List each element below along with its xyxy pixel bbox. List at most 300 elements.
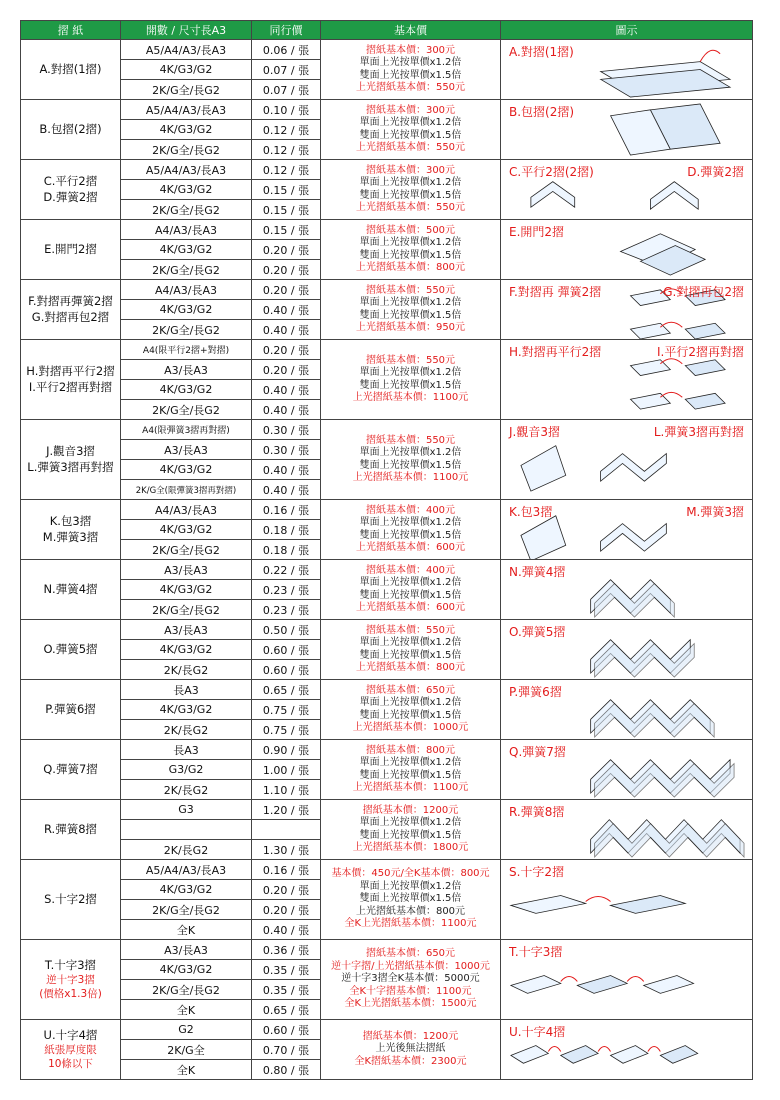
- base-price-line: 雙面上光按單價x1.5倍: [359, 829, 462, 841]
- unit-price-cell: 0.35 / 張: [252, 960, 321, 980]
- diagram-labels: [501, 1020, 752, 1040]
- base-price-cell: [321, 740, 501, 800]
- size-cell: 2K/G全(限彈簧3摺再對摺): [121, 480, 252, 500]
- base-price-line: 全K上光摺紙基本價：1500元: [344, 998, 477, 1010]
- unit-price-cell: 1.10 / 張: [252, 780, 321, 800]
- base-price-cell: [321, 680, 501, 740]
- base-price-cell: [321, 420, 501, 500]
- base-price-line: 摺紙基本價：650元: [365, 948, 456, 960]
- unit-price-cell: 0.10 / 張: [252, 100, 321, 120]
- size-cell: [121, 820, 252, 840]
- table-row: [21, 680, 753, 700]
- base-price-line: 單面上光按單價x1.2倍: [359, 297, 462, 308]
- base-price-cell: [321, 860, 501, 940]
- size-cell: A4/A3/長A3: [121, 220, 252, 240]
- base-price-line: 雙面上光按單價x1.5倍: [359, 589, 462, 601]
- base-price-line: 摺紙基本價：550元: [365, 434, 456, 446]
- base-price-line: 上光摺紙基本價：550元: [355, 82, 466, 93]
- fold-illustration-shape: [521, 446, 566, 491]
- size-cell: 2K/G全/長G2: [121, 900, 252, 920]
- unit-price-cell: 0.40 / 張: [252, 300, 321, 320]
- fold-illustration-shape: [644, 976, 694, 994]
- base-price-line: 上光摺紙基本價：800元: [355, 662, 466, 673]
- fold-illustration-shape: [611, 1046, 648, 1064]
- fold-type-note: 逆十字3摺: [46, 974, 95, 987]
- diagram-cell: [501, 680, 753, 740]
- size-cell: 4K/G3/G2: [121, 460, 252, 480]
- unit-price-cell: 0.07 / 張: [252, 60, 321, 80]
- base-price-line: 單面上光按單價x1.2倍: [359, 880, 462, 892]
- diagram-label: I.平行2摺再對摺: [657, 345, 744, 359]
- size-cell: A4/A3/長A3: [121, 280, 252, 300]
- size-cell: A3/長A3: [121, 940, 252, 960]
- fold-type-cell: [21, 860, 121, 940]
- unit-price-cell: 0.36 / 張: [252, 940, 321, 960]
- unit-price-cell: 0.75 / 張: [252, 700, 321, 720]
- unit-price-cell: 0.20 / 張: [252, 260, 321, 280]
- base-price-cell: [321, 340, 501, 420]
- base-price-line: 摺紙基本價：400元: [365, 564, 456, 576]
- diagram-label: H.對摺再平行2摺: [509, 345, 602, 359]
- size-cell: 4K/G3/G2: [121, 700, 252, 720]
- base-price-line: 摺紙基本價：550元: [365, 354, 456, 366]
- fold-illustration-shape: [511, 976, 561, 994]
- diagram-cell: [501, 160, 753, 220]
- unit-price-cell: 0.06 / 張: [252, 40, 321, 60]
- fold-type-cell: [21, 280, 121, 340]
- base-price-line: 基本價：450元/全K基本價：800元: [331, 868, 490, 880]
- size-cell: 4K/G3/G2: [121, 120, 252, 140]
- unit-price-cell: 0.40 / 張: [252, 320, 321, 340]
- base-price-line: 上光摺紙基本價：800元: [355, 905, 466, 917]
- diagram-labels: [501, 40, 752, 60]
- fold-illustration-shape: [630, 393, 670, 409]
- fold-arrow-icon: [627, 977, 644, 982]
- size-cell: A5/A4/A3/長A3: [121, 160, 252, 180]
- diagram-label: O.彈簧5摺: [509, 625, 566, 639]
- base-price-cell: [321, 1020, 501, 1080]
- base-price-line: 雙面上光按單價x1.5倍: [359, 189, 462, 201]
- fold-type-name: A.對摺(1摺): [39, 61, 102, 76]
- base-price-line: 雙面上光按單價x1.5倍: [359, 129, 462, 141]
- size-cell: 2K/G全/長G2: [121, 80, 252, 100]
- fold-type-name: C.平行2摺: [43, 173, 98, 188]
- size-cell: 長A3: [121, 680, 252, 700]
- unit-price-cell: 0.40 / 張: [252, 400, 321, 420]
- fold-type-name: M.彈簧3摺: [42, 529, 99, 544]
- fold-type-cell: [21, 940, 121, 1020]
- fold-type-cell: [21, 560, 121, 620]
- unit-price-cell: 0.40 / 張: [252, 380, 321, 400]
- unit-price-cell: 0.40 / 張: [252, 480, 321, 500]
- base-price-line: 雙面上光按單價x1.5倍: [359, 769, 462, 781]
- table-row: [21, 280, 753, 300]
- table-row: [21, 340, 753, 360]
- size-cell: 4K/G3/G2: [121, 60, 252, 80]
- size-cell: 4K/G3/G2: [121, 880, 252, 900]
- base-price-line: 單面上光按單價x1.2倍: [359, 57, 462, 68]
- diagram-cell: [501, 800, 753, 860]
- unit-price-cell: 0.18 / 張: [252, 520, 321, 540]
- unit-price-cell: 0.80 / 張: [252, 1060, 321, 1080]
- fold-type-name: K.包3摺: [49, 513, 92, 528]
- base-price-line: 雙面上光按單價x1.5倍: [359, 529, 462, 541]
- fold-arrow-icon: [548, 1047, 560, 1052]
- fold-illustration-shape: [561, 1046, 598, 1064]
- fold-type-name: B.包摺(2摺): [39, 121, 102, 136]
- diagram-labels: [501, 220, 752, 240]
- size-cell: 2K/長G2: [121, 840, 252, 860]
- base-price-line: 上光摺紙基本價：950元: [355, 322, 466, 333]
- unit-price-cell: 0.20 / 張: [252, 280, 321, 300]
- base-price-line: 上光摺紙基本價：600元: [355, 602, 466, 613]
- size-cell: 全K: [121, 920, 252, 940]
- size-cell: 4K/G3/G2: [121, 580, 252, 600]
- size-cell: 全K: [121, 1060, 252, 1080]
- base-price-line: 雙面上光按單價x1.5倍: [359, 459, 462, 471]
- diagram-cell: [501, 500, 753, 560]
- table-row: [21, 1020, 753, 1040]
- fold-illustration-shape: [601, 524, 667, 552]
- diagram-cell: [501, 560, 753, 620]
- size-cell: 2K/G全/長G2: [121, 140, 252, 160]
- fold-type-note: 紙張厚度限: [44, 1044, 97, 1057]
- fold-type-cell: [21, 800, 121, 860]
- fold-illustration-shape: [531, 182, 575, 208]
- diagram-cell: [501, 220, 753, 280]
- fold-illustration-shape: [685, 393, 725, 409]
- size-cell: 4K/G3/G2: [121, 640, 252, 660]
- unit-price-cell: 0.65 / 張: [252, 680, 321, 700]
- table-row: [21, 860, 753, 880]
- size-cell: 2K/G全/長G2: [121, 320, 252, 340]
- base-price-cell: [321, 620, 501, 680]
- diagram-labels: [501, 620, 752, 640]
- base-price-cell: [321, 280, 501, 340]
- fold-arrow-icon: [648, 1047, 660, 1052]
- diagram-label: A.對摺(1摺): [509, 45, 574, 59]
- size-cell: A3/長A3: [121, 560, 252, 580]
- fold-type-cell: [21, 420, 121, 500]
- diagram-labels: [501, 160, 752, 180]
- unit-price-cell: 0.60 / 張: [252, 640, 321, 660]
- unit-price-cell: 1.00 / 張: [252, 760, 321, 780]
- size-cell: 4K/G3/G2: [121, 960, 252, 980]
- diagram-label: B.包摺(2摺): [509, 105, 575, 119]
- base-price-line: 摺紙基本價：300元: [365, 164, 456, 176]
- size-cell: 2K/G全/長G2: [121, 400, 252, 420]
- fold-arrow-icon: [586, 897, 611, 902]
- fold-type-name: U.十字4摺: [43, 1027, 98, 1042]
- diagram-label: F.對摺再 彈簧2摺: [509, 285, 602, 299]
- header-fold: 摺 紙: [21, 21, 121, 40]
- fold-illustration-shape: [511, 896, 586, 914]
- base-price-line: 單面上光按單價x1.2倍: [359, 757, 462, 768]
- fold-illustration-shape: [511, 1046, 548, 1064]
- diagram-labels: [501, 740, 752, 760]
- unit-price-cell: 0.22 / 張: [252, 560, 321, 580]
- fold-illustration-shape: [521, 516, 566, 559]
- unit-price-cell: 0.15 / 張: [252, 200, 321, 220]
- diagram-label: P.彈簧6摺: [509, 685, 562, 699]
- fold-type-note: (價格x1.3倍): [39, 988, 102, 1001]
- diagram-cell: [501, 740, 753, 800]
- size-cell: A4/A3/長A3: [121, 500, 252, 520]
- base-price-line: 單面上光按單價x1.2倍: [359, 367, 462, 378]
- unit-price-cell: 0.12 / 張: [252, 160, 321, 180]
- unit-price-cell: 0.15 / 張: [252, 180, 321, 200]
- fold-type-name: F.對摺再彈簧2摺: [28, 293, 113, 308]
- size-cell: A4(限平行2摺+對摺): [121, 340, 252, 360]
- fold-type-cell: [21, 40, 121, 100]
- header-base-price: 基本價: [321, 21, 501, 40]
- base-price-cell: [321, 160, 501, 220]
- size-cell: 2K/G全/長G2: [121, 540, 252, 560]
- fold-illustration-shape: [685, 360, 725, 376]
- fold-type-cell: [21, 500, 121, 560]
- diagram-label: R.彈簧8摺: [509, 805, 565, 819]
- size-cell: A3/長A3: [121, 360, 252, 380]
- base-price-line: 上光摺紙基本價：550元: [355, 142, 466, 153]
- table-row: [21, 940, 753, 960]
- base-price-cell: [321, 40, 501, 100]
- diagram-labels: [501, 560, 752, 580]
- base-price-line: 逆十字摺/上光摺紙基本價：1000元: [331, 960, 490, 972]
- header-unit-price: 同行價: [252, 21, 321, 40]
- diagram-cell: [501, 940, 753, 1020]
- size-cell: A5/A4/A3/長A3: [121, 40, 252, 60]
- fold-type-name: E.開門2摺: [44, 241, 97, 256]
- base-price-line: 摺紙基本價：550元: [365, 624, 456, 636]
- unit-price-cell: 0.16 / 張: [252, 500, 321, 520]
- base-price-line: 雙面上光按單價x1.5倍: [359, 69, 462, 81]
- fold-type-name: D.彈簧2摺: [43, 189, 98, 204]
- table-row: [21, 40, 753, 60]
- base-price-line: 上光摺紙基本價：600元: [355, 542, 466, 553]
- diagram-label: U.十字4摺: [509, 1025, 566, 1039]
- unit-price-cell: 0.07 / 張: [252, 80, 321, 100]
- fold-illustration-shape: [611, 896, 686, 914]
- unit-price-cell: 0.20 / 張: [252, 360, 321, 380]
- unit-price-cell: 0.65 / 張: [252, 1000, 321, 1020]
- diagram-label: M.彈簧3摺: [686, 505, 744, 519]
- table-row: [21, 160, 753, 180]
- base-price-line: 摺紙基本價：1200元: [362, 1030, 459, 1042]
- header-size: 開數 / 尺寸長A3: [121, 21, 252, 40]
- fold-type-cell: [21, 160, 121, 220]
- diagram-labels: [501, 860, 752, 880]
- size-cell: 4K/G3/G2: [121, 520, 252, 540]
- fold-type-name: I.平行2摺再對摺: [28, 379, 113, 394]
- fold-type-name: J.觀音3摺: [46, 443, 95, 458]
- fold-type-cell: [21, 740, 121, 800]
- unit-price-cell: 0.35 / 張: [252, 980, 321, 1000]
- unit-price-cell: 0.23 / 張: [252, 580, 321, 600]
- diagram-labels: [501, 420, 752, 440]
- diagram-cell: [501, 1020, 753, 1080]
- fold-arrow-icon: [598, 1047, 610, 1052]
- header-diagram: 圖示: [501, 21, 753, 40]
- diagram-labels: [501, 800, 752, 820]
- unit-price-cell: 0.20 / 張: [252, 340, 321, 360]
- diagram-label: D.彈簧2摺: [687, 165, 744, 179]
- base-price-line: 摺紙基本價：800元: [365, 744, 456, 756]
- fold-illustration-shape: [685, 323, 725, 339]
- base-price-cell: [321, 940, 501, 1020]
- base-price-line: 單面上光按單價x1.2倍: [359, 817, 462, 828]
- size-cell: 4K/G3/G2: [121, 380, 252, 400]
- diagram-labels: [501, 280, 752, 300]
- size-cell: 2K/長G2: [121, 720, 252, 740]
- size-cell: 2K/G全: [121, 1040, 252, 1060]
- base-price-line: 上光摺紙基本價：1100元: [352, 782, 469, 793]
- diagram-label: L.彈簧3摺再對摺: [653, 425, 744, 439]
- unit-price-cell: 1.30 / 張: [252, 840, 321, 860]
- fold-illustration-shape: [650, 182, 698, 210]
- base-price-line: 全K摺紙基本價：2300元: [354, 1055, 467, 1067]
- base-price-line: 摺紙基本價：650元: [365, 684, 456, 696]
- fold-type-name: N.彈簧4摺: [43, 581, 98, 596]
- size-cell: A3/長A3: [121, 440, 252, 460]
- diagram-cell: [501, 280, 753, 340]
- base-price-line: 摺紙基本價：1200元: [362, 804, 459, 816]
- diagram-label: J.觀音3摺: [509, 425, 560, 439]
- unit-price-cell: 0.60 / 張: [252, 660, 321, 680]
- diagram-labels: [501, 100, 752, 120]
- base-price-line: 單面上光按單價x1.2倍: [359, 237, 462, 248]
- fold-type-name: O.彈簧5摺: [43, 641, 98, 656]
- fold-type-name: G.對摺再包2摺: [31, 309, 110, 324]
- unit-price-cell: 0.20 / 張: [252, 240, 321, 260]
- base-price-line: 單面上光按單價x1.2倍: [359, 117, 462, 128]
- size-cell: A5/A4/A3/長A3: [121, 860, 252, 880]
- size-cell: A3/長A3: [121, 620, 252, 640]
- base-price-line: 雙面上光按單價x1.5倍: [359, 379, 462, 391]
- unit-price-cell: 1.20 / 張: [252, 800, 321, 820]
- unit-price-cell: 0.60 / 張: [252, 1020, 321, 1040]
- size-cell: 2K/G全/長G2: [121, 200, 252, 220]
- table-row: [21, 100, 753, 120]
- size-cell: 全K: [121, 1000, 252, 1020]
- size-cell: G3: [121, 800, 252, 820]
- diagram-cell: [501, 340, 753, 420]
- diagram-cell: [501, 100, 753, 160]
- size-cell: 4K/G3/G2: [121, 240, 252, 260]
- diagram-cell: [501, 40, 753, 100]
- fold-type-name: S.十字2摺: [44, 891, 97, 906]
- fold-type-cell: [21, 340, 121, 420]
- size-cell: 2K/長G2: [121, 660, 252, 680]
- fold-illustration-shape: [630, 360, 670, 376]
- fold-illustration-shape: [595, 704, 715, 737]
- price-table: [20, 20, 753, 1080]
- diagram-labels: [501, 940, 752, 960]
- unit-price-cell: 0.18 / 張: [252, 540, 321, 560]
- base-price-cell: [321, 100, 501, 160]
- size-cell: 2K/G全/長G2: [121, 600, 252, 620]
- diagram-label: Q.彈簧7摺: [509, 745, 566, 759]
- diagram-label: C.平行2摺(2摺): [509, 165, 594, 179]
- table-row: [21, 500, 753, 520]
- base-price-line: 單面上光按單價x1.2倍: [359, 517, 462, 528]
- fold-illustration-shape: [601, 454, 667, 482]
- base-price-cell: [321, 500, 501, 560]
- base-price-line: 單面上光按單價x1.2倍: [359, 577, 462, 588]
- diagram-label: S.十字2摺: [509, 865, 565, 879]
- base-price-line: 單面上光按單價x1.2倍: [359, 447, 462, 458]
- diagram-label: G.對摺再包2摺: [663, 285, 744, 299]
- size-cell: 2K/長G2: [121, 780, 252, 800]
- size-cell: 2K/G全/長G2: [121, 980, 252, 1000]
- diagram-label: K.包3摺: [509, 505, 553, 519]
- base-price-line: 上光摺紙基本價：1800元: [352, 842, 469, 853]
- unit-price-cell: 0.30 / 張: [252, 440, 321, 460]
- unit-price-cell: 0.30 / 張: [252, 420, 321, 440]
- diagram-label: E.開門2摺: [509, 225, 565, 239]
- unit-price-cell: 0.23 / 張: [252, 600, 321, 620]
- base-price-line: 單面上光按單價x1.2倍: [359, 697, 462, 708]
- size-cell: G3/G2: [121, 760, 252, 780]
- unit-price-cell: 0.16 / 張: [252, 860, 321, 880]
- base-price-line: 全K上光摺紙基本價：1100元: [344, 918, 477, 930]
- unit-price-cell: 0.15 / 張: [252, 220, 321, 240]
- base-price-line: 上光摺紙基本價：800元: [355, 262, 466, 273]
- base-price-line: 單面上光按單價x1.2倍: [359, 637, 462, 648]
- base-price-cell: [321, 560, 501, 620]
- base-price-line: 上光摺紙基本價：1100元: [352, 472, 469, 483]
- fold-type-cell: [21, 220, 121, 280]
- base-price-cell: [321, 800, 501, 860]
- base-price-line: 全K十字摺基本價：1100元: [349, 985, 472, 997]
- diagram-label: N.彈簧4摺: [509, 565, 566, 579]
- fold-type-cell: [21, 680, 121, 740]
- unit-price-cell: 0.75 / 張: [252, 720, 321, 740]
- fold-type-name: P.彈簧6摺: [45, 701, 96, 716]
- base-price-cell: [321, 220, 501, 280]
- base-price-line: 雙面上光按單價x1.5倍: [359, 249, 462, 261]
- unit-price-cell: 0.12 / 張: [252, 140, 321, 160]
- diagram-cell: [501, 420, 753, 500]
- fold-type-name: R.彈簧8摺: [43, 821, 98, 836]
- base-price-line: 上光摺紙基本價：1100元: [352, 392, 469, 403]
- unit-price-cell: 0.40 / 張: [252, 920, 321, 940]
- fold-arrow-icon: [561, 977, 578, 982]
- base-price-line: 上光摺紙基本價：550元: [355, 202, 466, 213]
- base-price-line: 雙面上光按單價x1.5倍: [359, 309, 462, 321]
- fold-type-name: Q.彈簧7摺: [43, 761, 98, 776]
- diagram-cell: [501, 860, 753, 940]
- table-row: [21, 800, 753, 820]
- fold-illustration-shape: [577, 976, 627, 994]
- unit-price-cell: 0.50 / 張: [252, 620, 321, 640]
- unit-price-cell: 0.70 / 張: [252, 1040, 321, 1060]
- size-cell: 4K/G3/G2: [121, 180, 252, 200]
- base-price-line: 雙面上光按單價x1.5倍: [359, 709, 462, 721]
- unit-price-cell: 0.20 / 張: [252, 900, 321, 920]
- base-price-line: 摺紙基本價：300元: [365, 44, 456, 56]
- fold-type-cell: [21, 1020, 121, 1080]
- diagram-labels: [501, 500, 752, 520]
- base-price-line: 上光摺紙基本價：1000元: [352, 722, 469, 733]
- unit-price-cell: 0.90 / 張: [252, 740, 321, 760]
- base-price-line: 摺紙基本價：300元: [365, 104, 456, 116]
- base-price-line: 摺紙基本價：500元: [365, 224, 456, 236]
- size-cell: G2: [121, 1020, 252, 1040]
- base-price-line: 摺紙基本價：550元: [365, 284, 456, 296]
- base-price-line: 雙面上光按單價x1.5倍: [359, 893, 462, 905]
- unit-price-cell: 0.20 / 張: [252, 880, 321, 900]
- unit-price-cell: 0.12 / 張: [252, 120, 321, 140]
